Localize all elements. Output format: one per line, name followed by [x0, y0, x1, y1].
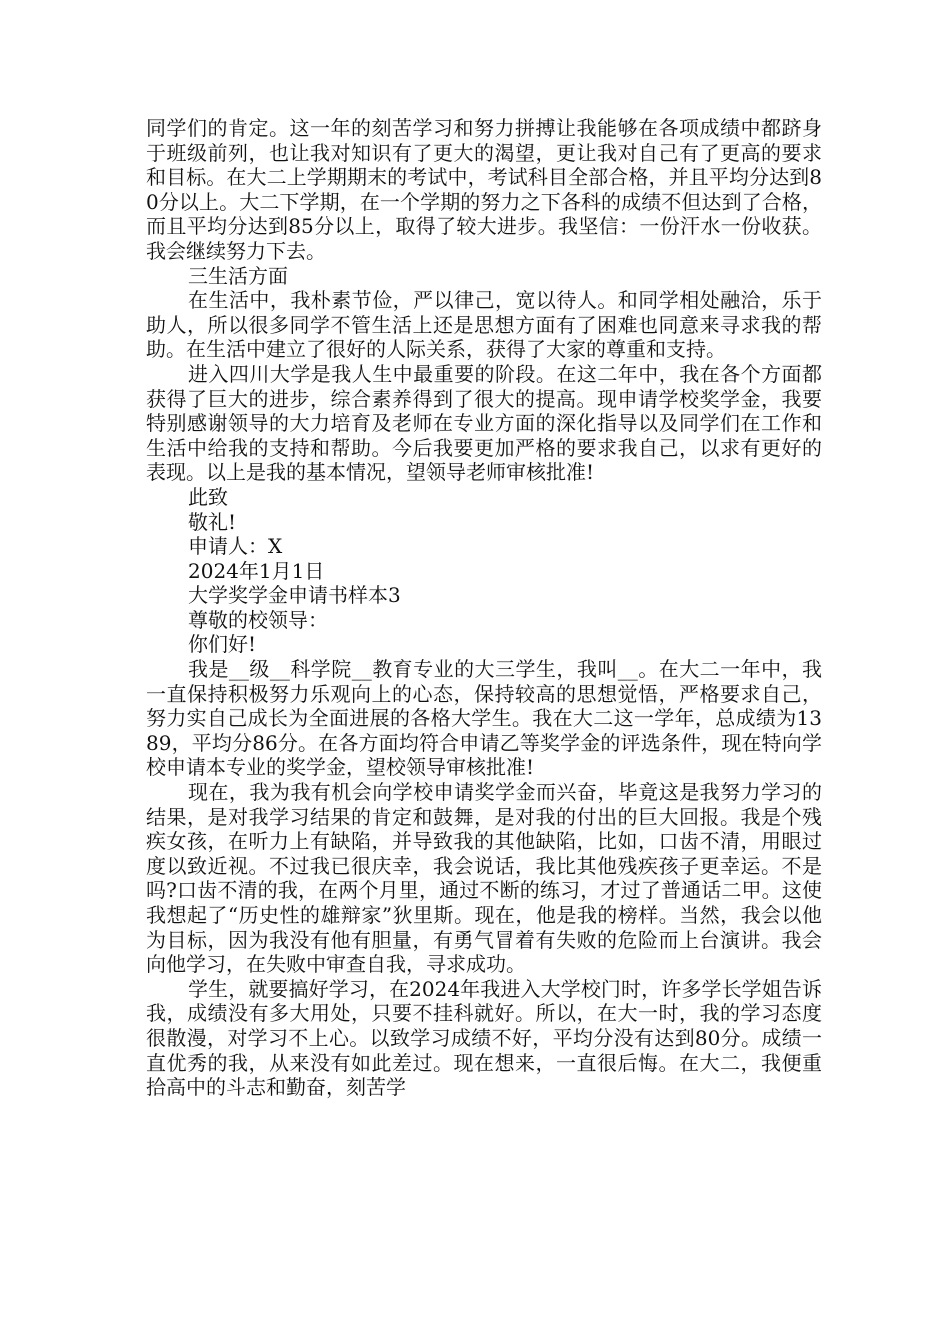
paragraph-introduction: 我是__级__科学院__教育专业的大三学生，我叫__。在大二一年中，我一直保持积极努力乐观向上的心态，保持较高的思想觉悟，严格要求自己，努力实自己成长为全面进展的各格大学生。我在大二这一学年，总成绩为1389，平均分86分。在各方面均符合申请乙等奖学金的评选条件，现在特向学校申请本专业的奖学金，望校领导审核批准! — [146, 657, 822, 780]
closing-salutation: 此致 — [188, 484, 228, 509]
sample-title: 大学奖学金申请书样本3 — [188, 583, 401, 608]
document-body — [146, 116, 822, 1100]
closing-respect: 敬礼! — [188, 509, 237, 534]
applicant-name: 申请人：X — [188, 534, 283, 559]
application-date: 2024年1月1日 — [188, 558, 325, 583]
section-heading-life: 三生活方面 — [188, 263, 288, 288]
paragraph-personal-story: 现在，我为我有机会向学校申请奖学金而兴奋，毕竟这是我努力学习的结果，是对我学习结果的肯定和鼓舞，是对我的付出的巨大回报。我是个残疾女孩，在听力上有缺陷，并导致我的其他缺陷，比如，口齿不清，用眼过度以致近视。不过我已很庆幸，我会说话，我比其他残疾孩子更幸运。不是吗?口齿不清的我，在两个月里，通过不断的练习，才过了普通话二甲。这使我想起了“历史性的雄辩家”狄里斯。现在，他是我的榜样。当然，我会以他为目标，因为我没有他有胆量，有勇气冒着有失败的危险而上台演讲。我会向他学习，在失败中审查自我，寻求成功。 — [146, 780, 822, 977]
paragraph-study: 学生，就要搞好学习，在2024年我进入大学校门时，许多学长学姐告诉我，成绩没有多大用处，只要不挂科就好。所以，在大一时，我的学习态度很散漫，对学习不上心。以致学习成绩不好，平均分没有达到80分。成绩一直优秀的我，从来没有如此差过。现在想来，一直很后悔。在大二，我便重拾高中的斗志和勤奋，刻苦学 — [146, 976, 822, 1100]
paragraph-continued-academics: 同学们的肯定。这一年的刻苦学习和努力拼搏让我能够在各项成绩中都跻身于班级前列，也让我对知识有了更大的渴望，更让我对自己有了更高的要求和目标。在大二上学期期末的考试中，考试科目全部合格，并且平均分达到80分以上。大二下学期，在一个学期的努力之下各科的成绩不但达到了合格，而且平均分达到85分以上，取得了较大进步。我坚信：一份汗水一份收获。我会继续努力下去。 — [146, 116, 822, 263]
paragraph-life: 在生活中，我朴素节俭，严以律己，宽以待人。和同学相处融洽，乐于助人，所以很多同学不管生活上还是思想方面有了困难也同意来寻求我的帮助。在生活中建立了很好的人际关系，获得了大家的尊重和支持。 — [146, 288, 822, 362]
greeting-addressee: 尊敬的校领导： — [188, 607, 328, 632]
paragraph-summary: 进入四川大学是我人生中最重要的阶段。在这二年中，我在各个方面都获得了巨大的进步，综合素养得到了很大的提高。现申请学校奖学金，我要特别感谢领导的大力培育及老师在专业方面的深化指导以及同学们在工作和生活中给我的支持和帮助。今后我要更加严格的要求我自己，以求有更好的表现。以上是我的基本情况，望领导老师审核批准! — [146, 361, 822, 485]
greeting-hello: 你们好! — [188, 632, 257, 657]
